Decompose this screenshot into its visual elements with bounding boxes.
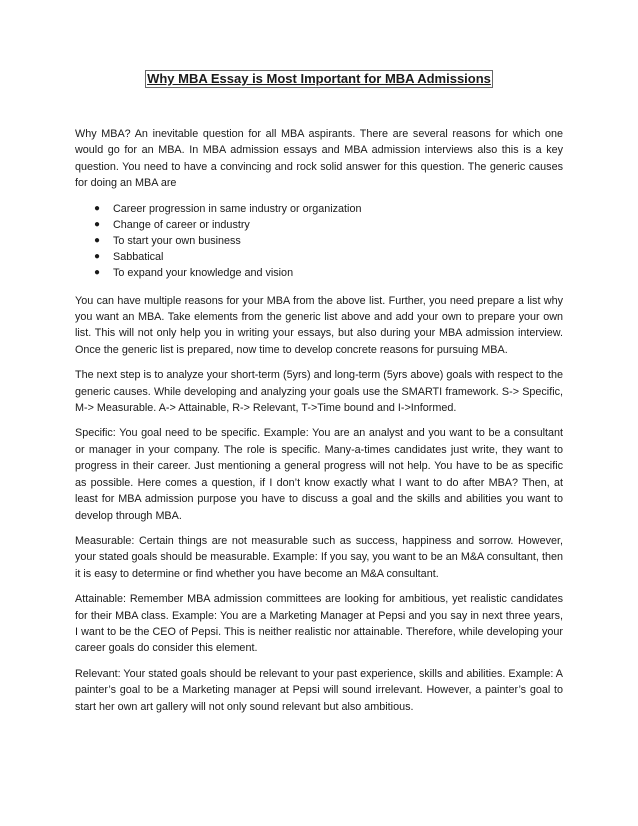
title-wrap — [75, 70, 563, 88]
list-item — [94, 217, 563, 233]
intro-paragraph: Why MBA? An inevitable question for all MBA aspirants. There are several reasons for which one would go for an MBA. In MBA admission essays and MBA admission interviews also this is a key question. You need to have a convincing and rock solid answer for this question. The generic causes for doing an MBA are — [75, 128, 563, 190]
list-item-text: Career progression in same industry or organization — [113, 202, 362, 215]
list-item — [94, 233, 563, 249]
list-item — [94, 201, 563, 217]
bullet-icon: ● — [94, 235, 101, 247]
list-item — [94, 249, 563, 265]
list-item-text: Sabbatical — [113, 251, 164, 264]
bullet-icon: ● — [94, 218, 101, 230]
paragraph-reasons: You can have multiple reasons for your MBA from the above list. Further, you need prepare a list why you want an MBA. Take elements from the generic list above and add your own to prepare your own list. This will not only help you in writing your essays, but also during your MBA admission interview. Once the generic list is prepared, now time to develop concrete reasons for pursuing MBA. — [75, 294, 563, 356]
reasons-list — [75, 201, 563, 282]
bullet-icon: ● — [94, 251, 101, 263]
paragraph-specific: Specific: You goal need to be specific. Example: You are an analyst and you want to be a consultant or manager in your company. The role is specific. Many-a-times candidates just write, they want to progress in their career. Just mentioning a general progress will not help. You have to be as specific as possible. Here comes a question, if I don’t know exactly what I want to do after MBA? Then, at least for MBA admission purpose you have to discuss a goal and the skills and abilities you want to develop through MBA. — [75, 427, 563, 522]
document-title: Why MBA Essay is Most Important for MBA Admissions — [147, 71, 491, 86]
list-item — [94, 265, 563, 281]
paragraph-smarti: The next step is to analyze your short-term (5yrs) and long-term (5yrs above) goals with respect to the generic causes. While developing and analyzing your goals use the SMARTI framework. S-> Specific, M-> Measurable. A-> Attainable, R-> Relevant, T->Time bound and I->Informed. — [75, 369, 563, 415]
paragraph-measurable: Measurable: Certain things are not measurable such as success, happiness and sorrow. However, your stated goals should be measurable. Example: If you say, you want to be an M&A consultant, then it is easy to determine or find whether you have become an M&A consultant. — [75, 534, 563, 580]
paragraph-attainable: Attainable: Remember MBA admission committees are looking for ambitious, yet realistic candidates for their MBA class. Example: You are a Marketing Manager at Pepsi and you say in next three years, I want to be the CEO of Pepsi. This is neither realistic nor attainable. Therefore, while developing your career goals do consider this element. — [75, 593, 563, 655]
document-page — [75, 70, 563, 724]
paragraph-relevant: Relevant: Your stated goals should be relevant to your past experience, skills and abilities. Example: A painter’s goal to be a Marketing manager at Pepsi will sound irrelevant. However, a painter’s goal to start her own art gallery will not only sound relevant but also ambitious. — [75, 667, 563, 713]
bullet-icon: ● — [94, 202, 101, 214]
list-item-text: To start your own business — [113, 235, 241, 248]
bullet-icon: ● — [94, 267, 101, 279]
list-item-text: To expand your knowledge and vision — [113, 267, 294, 280]
list-item-text: Change of career or industry — [113, 218, 250, 231]
